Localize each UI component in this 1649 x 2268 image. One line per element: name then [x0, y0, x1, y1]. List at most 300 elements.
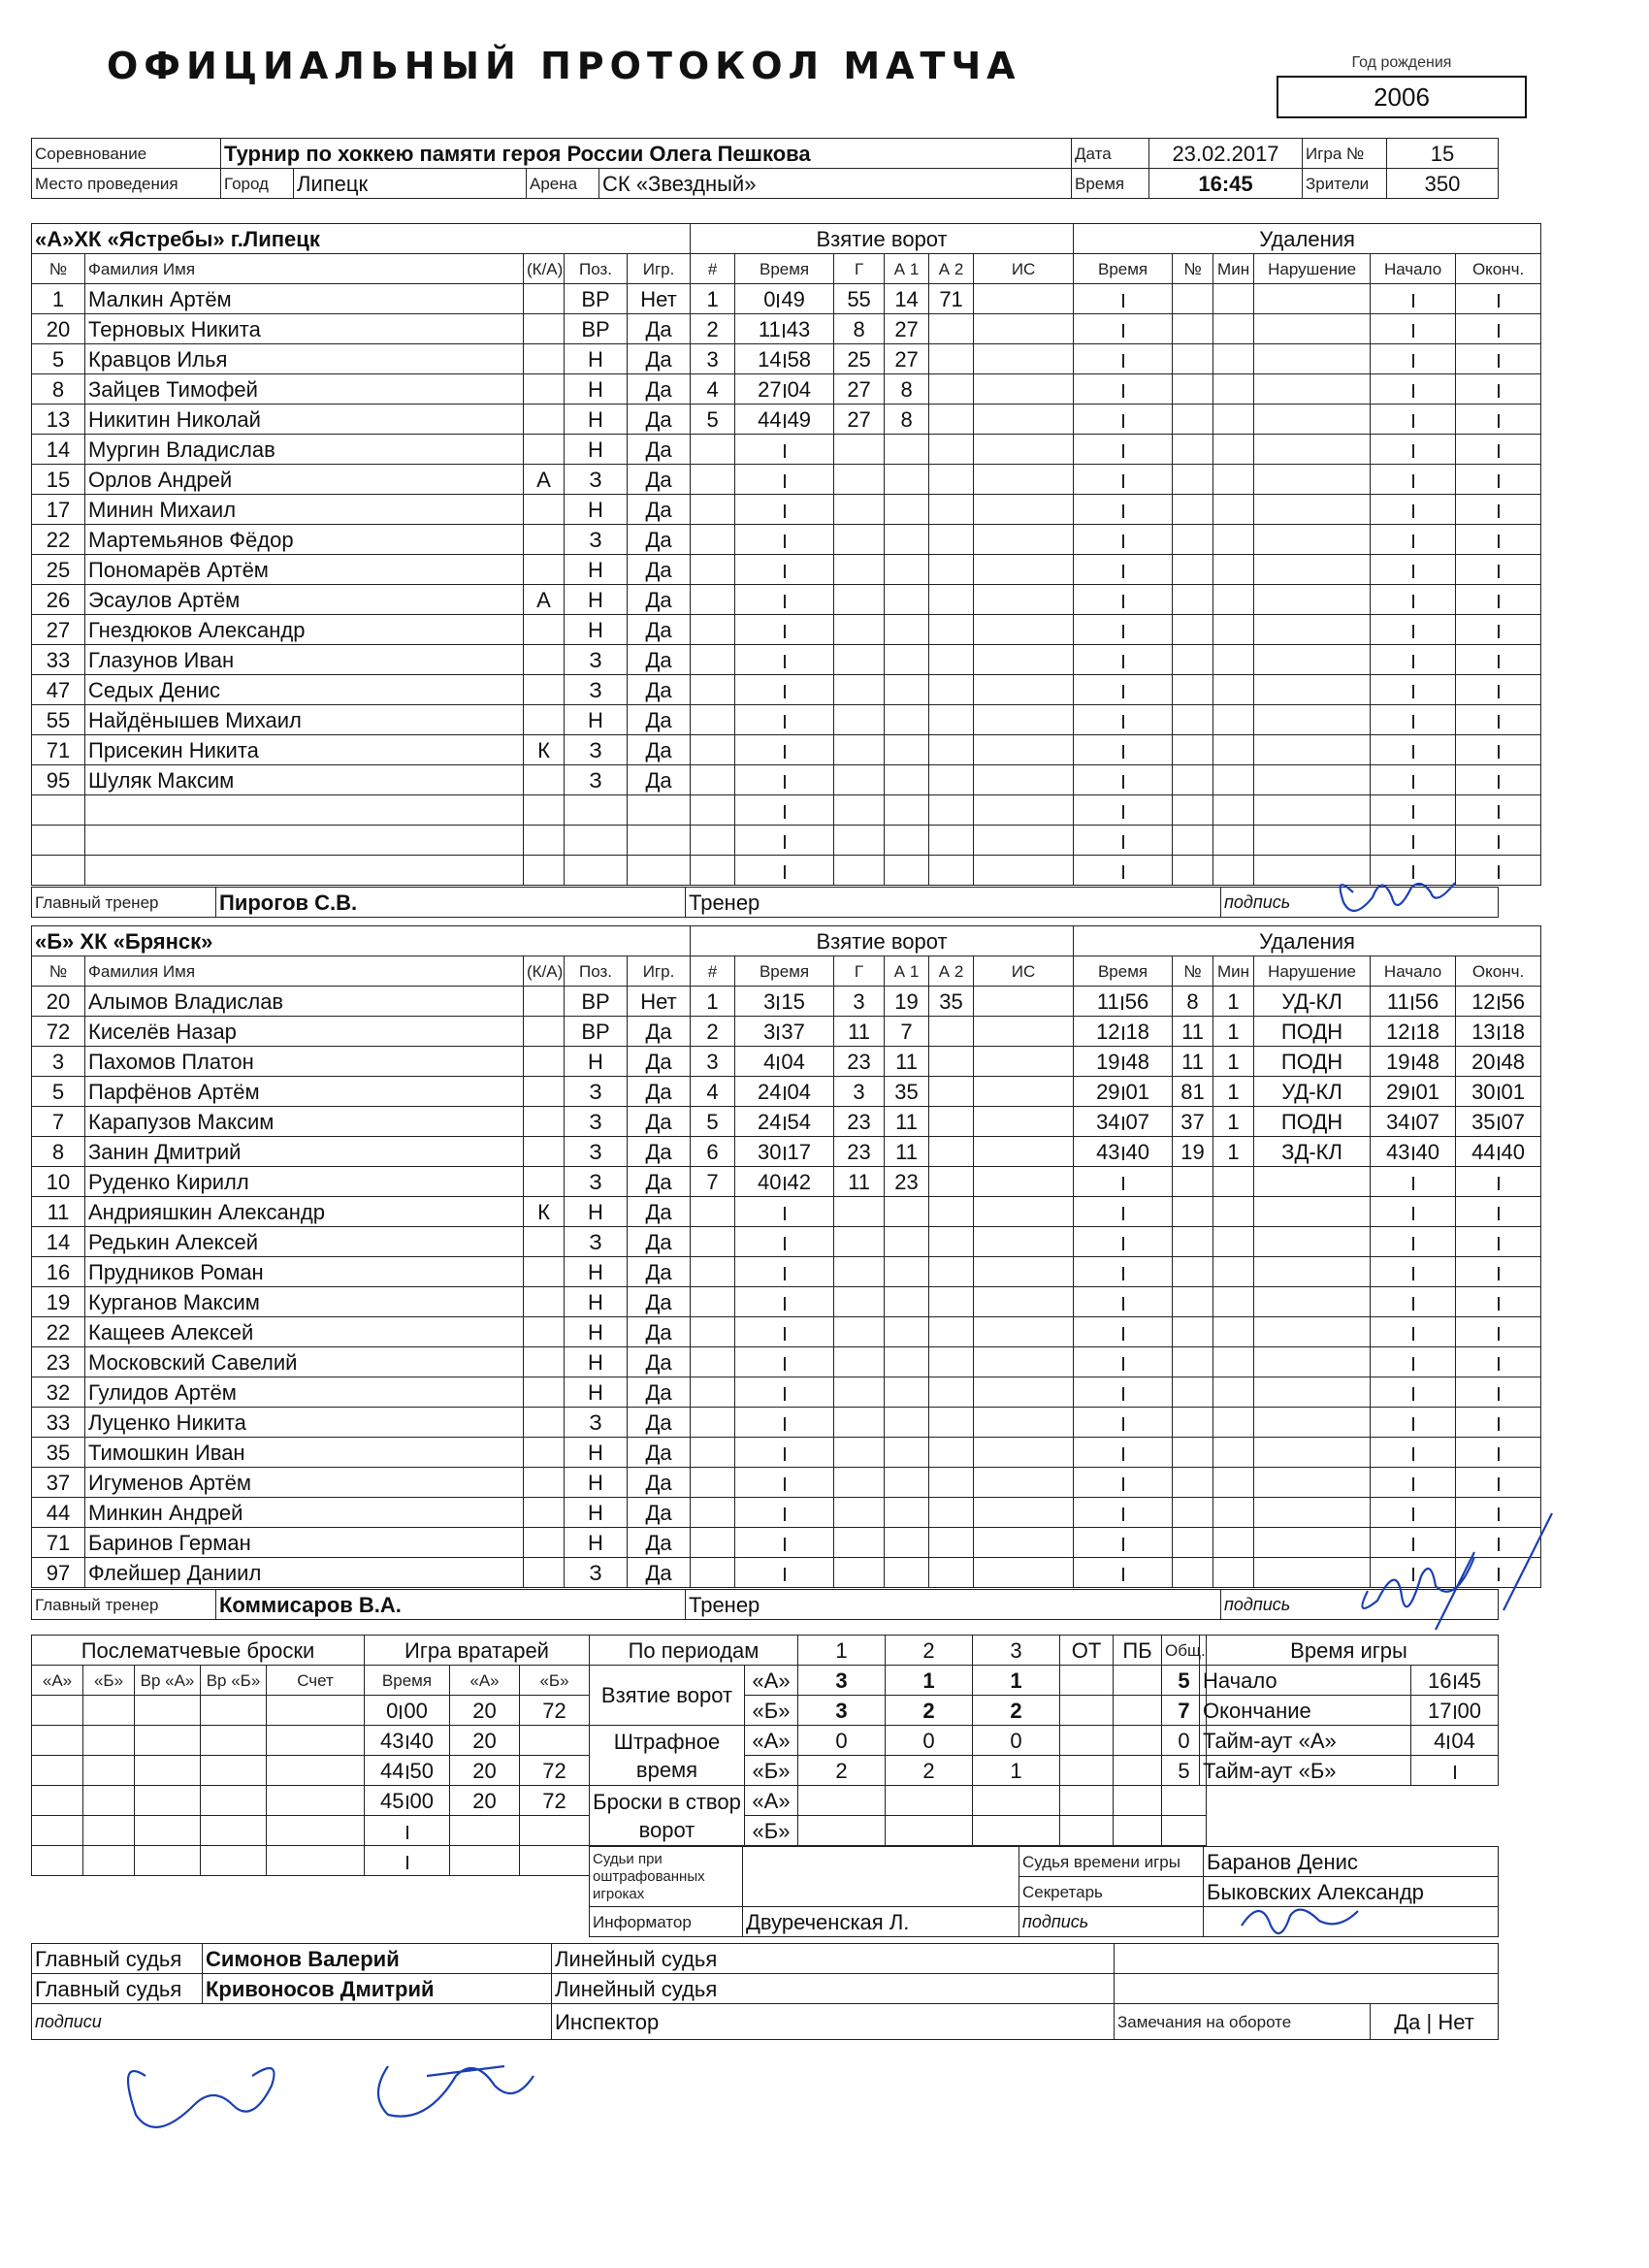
penalty-time[interactable] [1074, 1438, 1173, 1468]
penalty-time[interactable] [1074, 735, 1173, 765]
shots-a-p2[interactable] [886, 1786, 973, 1816]
goal-scorer[interactable]: 25 [834, 344, 885, 374]
penalty-minutes[interactable] [1213, 435, 1254, 465]
penalty-end[interactable] [1456, 795, 1541, 826]
goalie-change-time[interactable]: 44 50 [365, 1756, 450, 1786]
player-name[interactable]: Алымов Владислав [85, 987, 524, 1017]
goal-situation[interactable] [974, 645, 1074, 675]
penalty-infraction[interactable] [1254, 1558, 1371, 1588]
shootout-cell[interactable] [83, 1756, 135, 1786]
penalty-end[interactable]: 35 07 [1456, 1107, 1541, 1137]
player-number[interactable]: 3 [32, 1047, 85, 1077]
goal-time[interactable] [735, 645, 834, 675]
penalty-minutes[interactable] [1213, 856, 1254, 886]
penalty-end[interactable] [1456, 1528, 1541, 1558]
penalty-start[interactable] [1371, 826, 1456, 856]
goal-scorer[interactable]: 23 [834, 1137, 885, 1167]
goals-b-pb[interactable] [1114, 1696, 1162, 1726]
player-name[interactable]: Прудников Роман [85, 1257, 524, 1287]
shootout-cell[interactable] [201, 1786, 267, 1816]
goal-scorer[interactable] [834, 1227, 885, 1257]
timeout-a-field[interactable]: 4 04 [1411, 1726, 1499, 1756]
player-number[interactable]: 8 [32, 374, 85, 405]
goal-number[interactable] [691, 435, 735, 465]
penalty-time[interactable] [1074, 615, 1173, 645]
goal-situation[interactable] [974, 735, 1074, 765]
penalty-player[interactable] [1173, 405, 1213, 435]
penalty-infraction[interactable] [1254, 1227, 1371, 1257]
penalty-player[interactable]: 11 [1173, 1017, 1213, 1047]
penalty-end[interactable]: 30 01 [1456, 1077, 1541, 1107]
penalty-minutes[interactable] [1213, 1528, 1254, 1558]
goal-situation[interactable] [974, 1317, 1074, 1347]
goal-scorer[interactable] [834, 795, 885, 826]
penalty-player[interactable] [1173, 735, 1213, 765]
penalty-player[interactable] [1173, 1287, 1213, 1317]
penalty-minutes[interactable] [1213, 1347, 1254, 1377]
player-played[interactable]: Да [628, 1197, 691, 1227]
goals-a-p1[interactable]: 3 [798, 1666, 886, 1696]
player-captain-mark[interactable] [524, 765, 565, 795]
goalie-b[interactable] [520, 1846, 590, 1876]
goal-number[interactable] [691, 645, 735, 675]
linesman2-field[interactable] [1115, 1974, 1499, 2004]
goals-b-p1[interactable]: 3 [798, 1696, 886, 1726]
player-played[interactable]: Да [628, 1017, 691, 1047]
goal-assist-2[interactable] [929, 465, 974, 495]
penalty-infraction[interactable] [1254, 435, 1371, 465]
player-number[interactable]: 11 [32, 1197, 85, 1227]
goal-assist-1[interactable] [885, 435, 929, 465]
goal-time[interactable] [735, 585, 834, 615]
penalty-end[interactable] [1456, 1377, 1541, 1408]
goal-situation[interactable] [974, 615, 1074, 645]
player-captain-mark[interactable] [524, 1287, 565, 1317]
pim-a-total[interactable]: 0 [1162, 1726, 1207, 1756]
shots-a-ot[interactable] [1060, 1786, 1114, 1816]
player-name[interactable]: Андрияшкин Александр [85, 1197, 524, 1227]
shootout-cell[interactable] [267, 1756, 365, 1786]
goal-assist-1[interactable]: 7 [885, 1017, 929, 1047]
penalty-minutes[interactable] [1213, 1257, 1254, 1287]
goals-b-total[interactable]: 7 [1162, 1696, 1207, 1726]
shootout-cell[interactable] [83, 1726, 135, 1756]
goal-time[interactable] [735, 525, 834, 555]
goal-assist-2[interactable] [929, 1167, 974, 1197]
penalty-start[interactable] [1371, 344, 1456, 374]
goal-number[interactable]: 4 [691, 1077, 735, 1107]
goal-assist-1[interactable] [885, 1558, 929, 1588]
penalty-minutes[interactable] [1213, 705, 1254, 735]
player-number[interactable]: 71 [32, 1528, 85, 1558]
player-played[interactable]: Да [628, 585, 691, 615]
penalty-end[interactable] [1456, 1287, 1541, 1317]
penalty-minutes[interactable] [1213, 795, 1254, 826]
goal-assist-2[interactable] [929, 705, 974, 735]
goal-scorer[interactable] [834, 1257, 885, 1287]
secretary-signature[interactable] [1204, 1907, 1499, 1937]
player-played[interactable]: Да [628, 555, 691, 585]
penalty-end[interactable] [1456, 465, 1541, 495]
penalty-infraction[interactable] [1254, 585, 1371, 615]
penalty-start[interactable]: 29 01 [1371, 1077, 1456, 1107]
shootout-cell[interactable] [267, 1816, 365, 1846]
goalie-b[interactable]: 72 [520, 1756, 590, 1786]
penalty-player[interactable] [1173, 555, 1213, 585]
goalie-b[interactable] [520, 1726, 590, 1756]
player-captain-mark[interactable] [524, 344, 565, 374]
goalie-b[interactable]: 72 [520, 1786, 590, 1816]
goal-scorer[interactable] [834, 1408, 885, 1438]
penalty-time[interactable] [1074, 645, 1173, 675]
goal-scorer[interactable] [834, 826, 885, 856]
goal-number[interactable] [691, 1317, 735, 1347]
player-position[interactable]: ВР [565, 284, 628, 314]
player-captain-mark[interactable] [524, 1468, 565, 1498]
penalty-time[interactable]: 29 01 [1074, 1077, 1173, 1107]
player-number[interactable] [32, 856, 85, 886]
player-captain-mark[interactable] [524, 826, 565, 856]
penalty-time[interactable] [1074, 435, 1173, 465]
goal-scorer[interactable]: 23 [834, 1107, 885, 1137]
goals-a-pb[interactable] [1114, 1666, 1162, 1696]
penalty-infraction[interactable] [1254, 1468, 1371, 1498]
goal-assist-1[interactable]: 23 [885, 1167, 929, 1197]
goal-scorer[interactable] [834, 585, 885, 615]
goal-situation[interactable] [974, 987, 1074, 1017]
penalty-infraction[interactable] [1254, 495, 1371, 525]
player-captain-mark[interactable] [524, 1408, 565, 1438]
penalty-infraction[interactable] [1254, 1438, 1371, 1468]
goal-assist-1[interactable] [885, 1317, 929, 1347]
penalty-minutes[interactable] [1213, 645, 1254, 675]
penalty-start[interactable] [1371, 374, 1456, 405]
player-number[interactable]: 72 [32, 1017, 85, 1047]
player-played[interactable]: Да [628, 1377, 691, 1408]
penalty-start[interactable]: 11 56 [1371, 987, 1456, 1017]
goal-scorer[interactable] [834, 1468, 885, 1498]
player-name[interactable]: Зайцев Тимофей [85, 374, 524, 405]
penalty-time[interactable] [1074, 826, 1173, 856]
penalty-minutes[interactable] [1213, 495, 1254, 525]
player-position[interactable] [565, 826, 628, 856]
goal-time[interactable] [735, 435, 834, 465]
player-name[interactable]: Терновых Никита [85, 314, 524, 344]
penalty-time[interactable] [1074, 1287, 1173, 1317]
goalie-b[interactable]: 72 [520, 1696, 590, 1726]
penalty-end[interactable] [1456, 374, 1541, 405]
penalty-player[interactable] [1173, 1498, 1213, 1528]
pim-b-ot[interactable] [1060, 1756, 1114, 1786]
pim-b-p1[interactable]: 2 [798, 1756, 886, 1786]
player-captain-mark[interactable] [524, 1047, 565, 1077]
goal-assist-1[interactable] [885, 1227, 929, 1257]
player-captain-mark[interactable] [524, 1498, 565, 1528]
goal-number[interactable] [691, 1287, 735, 1317]
player-number[interactable]: 25 [32, 555, 85, 585]
player-position[interactable]: Н [565, 555, 628, 585]
goal-scorer[interactable]: 3 [834, 987, 885, 1017]
player-played[interactable] [628, 856, 691, 886]
goal-assist-1[interactable] [885, 1377, 929, 1408]
goal-situation[interactable] [974, 1137, 1074, 1167]
goal-number[interactable]: 5 [691, 1107, 735, 1137]
penalty-player[interactable] [1173, 465, 1213, 495]
player-number[interactable]: 10 [32, 1167, 85, 1197]
shots-b-p3[interactable] [973, 1816, 1060, 1846]
penalty-start[interactable] [1371, 405, 1456, 435]
player-position[interactable]: З [565, 525, 628, 555]
goal-assist-2[interactable] [929, 856, 974, 886]
goal-number[interactable] [691, 1257, 735, 1287]
player-captain-mark[interactable] [524, 675, 565, 705]
goal-assist-2[interactable] [929, 1468, 974, 1498]
goalie-a[interactable]: 20 [450, 1756, 520, 1786]
player-number[interactable]: 47 [32, 675, 85, 705]
penalty-infraction[interactable] [1254, 675, 1371, 705]
penalty-infraction[interactable] [1254, 374, 1371, 405]
player-name[interactable]: Кравцов Илья [85, 344, 524, 374]
player-position[interactable]: З [565, 1167, 628, 1197]
start-field[interactable]: 16 45 [1411, 1666, 1499, 1696]
player-captain-mark[interactable] [524, 555, 565, 585]
penalty-time[interactable] [1074, 525, 1173, 555]
penalty-end[interactable] [1456, 284, 1541, 314]
time-field[interactable]: 16:45 [1149, 169, 1303, 199]
player-number[interactable]: 20 [32, 987, 85, 1017]
goal-assist-1[interactable] [885, 675, 929, 705]
penalty-time[interactable] [1074, 555, 1173, 585]
penalty-start[interactable] [1371, 1468, 1456, 1498]
penalty-time[interactable] [1074, 705, 1173, 735]
player-name[interactable]: Кащеев Алексей [85, 1317, 524, 1347]
goals-a-ot[interactable] [1060, 1666, 1114, 1696]
penalty-minutes[interactable]: 1 [1213, 987, 1254, 1017]
player-number[interactable]: 95 [32, 765, 85, 795]
ref1-field[interactable]: Симонов Валерий [203, 1944, 552, 1974]
goal-time[interactable] [735, 826, 834, 856]
player-captain-mark[interactable] [524, 1077, 565, 1107]
penalty-minutes[interactable] [1213, 585, 1254, 615]
player-position[interactable]: Н [565, 1377, 628, 1408]
player-captain-mark[interactable] [524, 314, 565, 344]
birth-year-field[interactable]: 2006 [1277, 76, 1527, 118]
penalty-time[interactable]: 19 48 [1074, 1047, 1173, 1077]
informer-field[interactable]: Двуреченская Л. [743, 1907, 1019, 1937]
player-name[interactable]: Мургин Владислав [85, 435, 524, 465]
player-played[interactable]: Да [628, 1408, 691, 1438]
player-played[interactable]: Да [628, 344, 691, 374]
competition-field[interactable]: Турнир по хоккею памяти героя России Олега Пешкова [221, 139, 1072, 169]
player-name[interactable] [85, 826, 524, 856]
goal-time[interactable]: 3 37 [735, 1017, 834, 1047]
goal-situation[interactable] [974, 675, 1074, 705]
player-number[interactable]: 27 [32, 615, 85, 645]
penalty-time[interactable]: 34 07 [1074, 1107, 1173, 1137]
shootout-cell[interactable] [267, 1696, 365, 1726]
player-name[interactable]: Игуменов Артём [85, 1468, 524, 1498]
penalty-time[interactable] [1074, 1197, 1173, 1227]
penalty-end[interactable] [1456, 675, 1541, 705]
goal-number[interactable] [691, 856, 735, 886]
player-captain-mark[interactable] [524, 1107, 565, 1137]
penalty-player[interactable] [1173, 856, 1213, 886]
player-played[interactable]: Да [628, 465, 691, 495]
penalty-end[interactable] [1456, 495, 1541, 525]
player-played[interactable]: Да [628, 1347, 691, 1377]
player-name[interactable]: Киселёв Назар [85, 1017, 524, 1047]
goalie-change-time[interactable]: 45 00 [365, 1786, 450, 1816]
player-captain-mark[interactable] [524, 795, 565, 826]
penalty-end[interactable] [1456, 1257, 1541, 1287]
pim-a-p3[interactable]: 0 [973, 1726, 1060, 1756]
goal-assist-1[interactable] [885, 1257, 929, 1287]
goal-situation[interactable] [974, 555, 1074, 585]
goal-scorer[interactable] [834, 1317, 885, 1347]
teamA-coach-field[interactable]: Пирогов С.В. [216, 888, 686, 918]
player-captain-mark[interactable] [524, 374, 565, 405]
player-name[interactable]: Тимошкин Иван [85, 1438, 524, 1468]
goal-situation[interactable] [974, 1257, 1074, 1287]
goal-time[interactable]: 3 15 [735, 987, 834, 1017]
player-position[interactable]: З [565, 735, 628, 765]
penalty-minutes[interactable]: 1 [1213, 1047, 1254, 1077]
penalty-infraction[interactable] [1254, 826, 1371, 856]
goal-scorer[interactable] [834, 765, 885, 795]
shootout-cell[interactable] [267, 1786, 365, 1816]
goal-assist-2[interactable] [929, 1257, 974, 1287]
goal-assist-1[interactable] [885, 1347, 929, 1377]
player-name[interactable]: Эсаулов Артём [85, 585, 524, 615]
penalty-player[interactable] [1173, 615, 1213, 645]
player-played[interactable]: Да [628, 405, 691, 435]
penalty-minutes[interactable]: 1 [1213, 1017, 1254, 1047]
penalty-end[interactable] [1456, 645, 1541, 675]
penalty-player[interactable] [1173, 705, 1213, 735]
penalty-minutes[interactable] [1213, 1167, 1254, 1197]
goal-assist-1[interactable] [885, 1498, 929, 1528]
penalty-minutes[interactable]: 1 [1213, 1107, 1254, 1137]
goal-time[interactable] [735, 1257, 834, 1287]
penalty-player[interactable] [1173, 435, 1213, 465]
penalty-infraction[interactable] [1254, 1197, 1371, 1227]
player-captain-mark[interactable] [524, 615, 565, 645]
goal-assist-1[interactable] [885, 495, 929, 525]
player-played[interactable]: Да [628, 1498, 691, 1528]
shootout-cell[interactable] [267, 1726, 365, 1756]
pim-a-ot[interactable] [1060, 1726, 1114, 1756]
goal-situation[interactable] [974, 1227, 1074, 1257]
goal-assist-2[interactable] [929, 1047, 974, 1077]
goal-situation[interactable] [974, 1047, 1074, 1077]
goal-time[interactable] [735, 1528, 834, 1558]
player-captain-mark[interactable]: К [524, 1197, 565, 1227]
goal-assist-1[interactable] [885, 585, 929, 615]
player-captain-mark[interactable] [524, 525, 565, 555]
goals-a-total[interactable]: 5 [1162, 1666, 1207, 1696]
player-number[interactable]: 55 [32, 705, 85, 735]
goal-number[interactable]: 1 [691, 987, 735, 1017]
penalty-start[interactable] [1371, 1347, 1456, 1377]
player-played[interactable]: Да [628, 675, 691, 705]
goal-situation[interactable] [974, 1377, 1074, 1408]
penalty-start[interactable] [1371, 1498, 1456, 1528]
penalty-start[interactable] [1371, 1377, 1456, 1408]
goal-assist-2[interactable] [929, 675, 974, 705]
goal-scorer[interactable]: 3 [834, 1077, 885, 1107]
penalty-player[interactable] [1173, 1528, 1213, 1558]
penalty-time[interactable] [1074, 344, 1173, 374]
goal-assist-1[interactable] [885, 765, 929, 795]
goal-number[interactable] [691, 826, 735, 856]
goal-time[interactable] [735, 495, 834, 525]
shootout-cell[interactable] [201, 1726, 267, 1756]
goal-number[interactable]: 2 [691, 1017, 735, 1047]
goal-number[interactable] [691, 735, 735, 765]
player-played[interactable] [628, 795, 691, 826]
penalty-end[interactable]: 13 18 [1456, 1017, 1541, 1047]
goal-number[interactable]: 2 [691, 314, 735, 344]
goal-assist-2[interactable]: 71 [929, 284, 974, 314]
goal-assist-1[interactable]: 8 [885, 374, 929, 405]
penalty-player[interactable] [1173, 1408, 1213, 1438]
goal-situation[interactable] [974, 705, 1074, 735]
shootout-cell[interactable] [135, 1696, 201, 1726]
penalty-time[interactable] [1074, 675, 1173, 705]
ref2-field[interactable]: Кривоносов Дмитрий [203, 1974, 552, 2004]
player-name[interactable]: Орлов Андрей [85, 465, 524, 495]
goal-number[interactable] [691, 675, 735, 705]
player-name[interactable]: Флейшер Даниил [85, 1558, 524, 1588]
goal-time[interactable]: 4 04 [735, 1047, 834, 1077]
penalty-infraction[interactable]: ПОДН [1254, 1047, 1371, 1077]
goal-situation[interactable] [974, 1408, 1074, 1438]
goal-number[interactable] [691, 615, 735, 645]
goal-assist-1[interactable]: 14 [885, 284, 929, 314]
penalty-end[interactable] [1456, 826, 1541, 856]
player-position[interactable]: Н [565, 1317, 628, 1347]
penalty-end[interactable] [1456, 735, 1541, 765]
penalty-end[interactable] [1456, 1227, 1541, 1257]
player-name[interactable]: Луценко Никита [85, 1408, 524, 1438]
player-position[interactable]: З [565, 1227, 628, 1257]
penalty-start[interactable] [1371, 555, 1456, 585]
goal-number[interactable]: 6 [691, 1137, 735, 1167]
player-number[interactable] [32, 795, 85, 826]
player-number[interactable]: 14 [32, 1227, 85, 1257]
penalty-time[interactable] [1074, 495, 1173, 525]
penalty-end[interactable] [1456, 1197, 1541, 1227]
goal-time[interactable] [735, 1197, 834, 1227]
city-field[interactable]: Липецк [294, 169, 527, 199]
shots-a-pb[interactable] [1114, 1786, 1162, 1816]
penalty-minutes[interactable] [1213, 1377, 1254, 1408]
penalty-start[interactable] [1371, 675, 1456, 705]
goal-scorer[interactable] [834, 435, 885, 465]
goal-scorer[interactable] [834, 1528, 885, 1558]
player-played[interactable]: Да [628, 1107, 691, 1137]
pim-a-p2[interactable]: 0 [886, 1726, 973, 1756]
player-name[interactable]: Баринов Герман [85, 1528, 524, 1558]
penalty-player[interactable] [1173, 826, 1213, 856]
player-played[interactable]: Да [628, 525, 691, 555]
player-name[interactable]: Карапузов Максим [85, 1107, 524, 1137]
penalty-minutes[interactable] [1213, 1558, 1254, 1588]
goal-assist-1[interactable] [885, 555, 929, 585]
goal-assist-2[interactable] [929, 615, 974, 645]
player-position[interactable]: З [565, 1137, 628, 1167]
goals-b-p3[interactable]: 2 [973, 1696, 1060, 1726]
